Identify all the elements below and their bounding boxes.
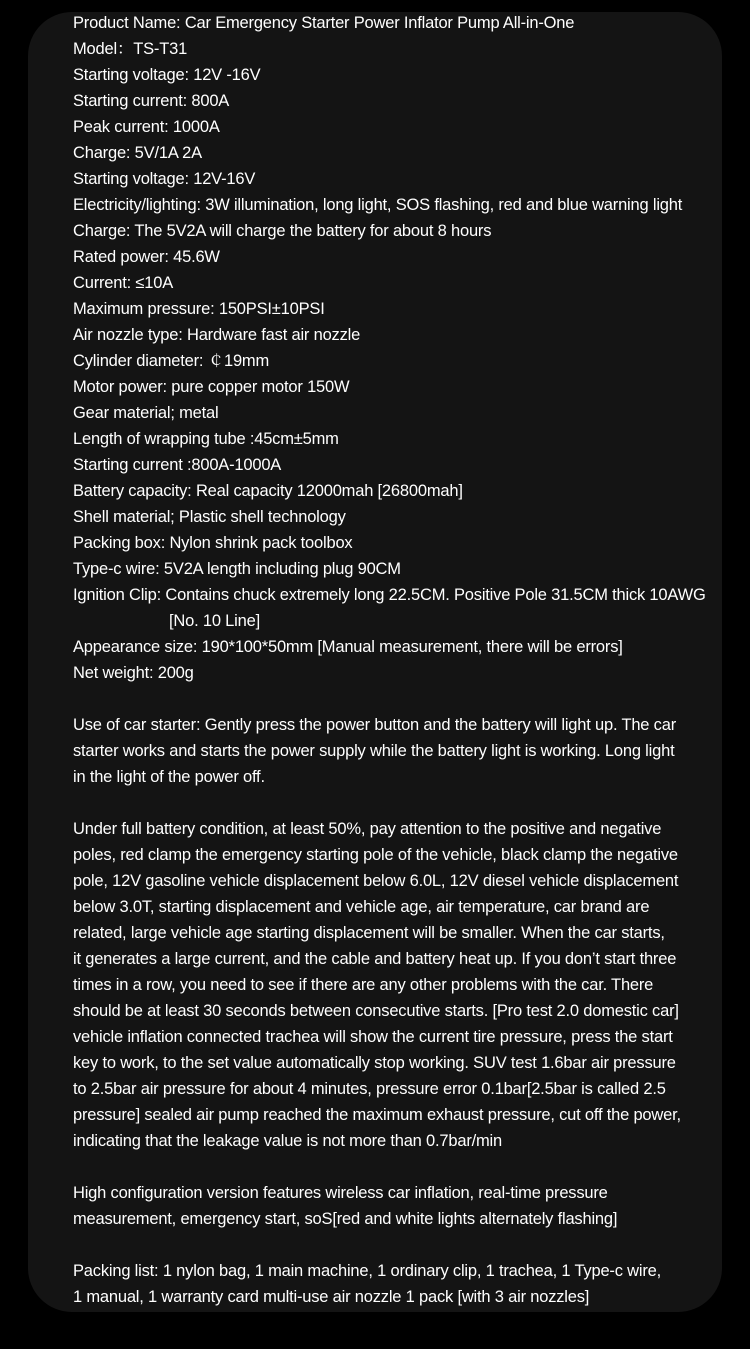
spec-list — [73, 10, 738, 686]
spacer — [73, 686, 738, 712]
spec-charge-time: Charge: The 5V2A will charge the battery for about 8 hours — [73, 222, 492, 240]
usage-line: Use of car starter: Gently press the power button and the battery will light up. The car — [73, 716, 676, 734]
spec-gear-material: Gear material; metal — [73, 404, 219, 422]
spec-packing-box: Packing box: Nylon shrink pack toolbox — [73, 534, 353, 552]
spacer — [73, 1154, 738, 1180]
packing-line: 1 manual, 1 warranty card multi-use air nozzle 1 pack [with 3 air nozzles] — [73, 1288, 590, 1306]
packing-line: Packing list: 1 nylon bag, 1 main machine, 1 ordinary clip, 1 trachea, 1 Type-c wire, — [73, 1262, 661, 1280]
spec-net-weight: Net weight: 200g — [73, 664, 194, 682]
features-line: High configuration version features wireless car inflation, real-time pressure — [73, 1184, 608, 1202]
spec-max-pressure: Maximum pressure: 150PSI±10PSI — [73, 300, 325, 318]
notes-line: pressure] sealed air pump reached the maximum exhaust pressure, cut off the power, — [73, 1106, 681, 1124]
notes-paragraph — [73, 816, 738, 1154]
spec-starting-voltage: Starting voltage: 12V -16V — [73, 66, 261, 84]
spec-starting-current: Starting current: 800A — [73, 92, 230, 110]
notes-line: Under full battery condition, at least 50%, pay attention to the positive and negative — [73, 820, 662, 838]
notes-line: poles, red clamp the emergency starting pole of the vehicle, black clamp the negative — [73, 846, 678, 864]
spacer — [73, 1232, 738, 1258]
notes-line: pole, 12V gasoline vehicle displacement below 6.0L, 12V diesel vehicle displacement — [73, 872, 679, 890]
usage-paragraph — [73, 712, 738, 790]
spec-typec-wire: Type-c wire: 5V2A length including plug 90CM — [73, 560, 401, 578]
spec-peak-current: Peak current: 1000A — [73, 118, 220, 136]
notes-line: vehicle inflation connected trachea will show the current tire pressure, press the start — [73, 1028, 673, 1046]
notes-line: indicating that the leakage value is not more than 0.7bar/min — [73, 1132, 502, 1150]
features-line: measurement, emergency start, soS[red and white lights alternately flashing] — [73, 1210, 618, 1228]
spec-shell-material: Shell material; Plastic shell technology — [73, 508, 346, 526]
notes-line: should be at least 30 seconds between consecutive starts. [Pro test 2.0 domestic car] — [73, 1002, 679, 1020]
notes-line: it generates a large current, and the cable and battery heat up. If you don’t start three — [73, 950, 677, 968]
spec-starting-voltage-2: Starting voltage: 12V-16V — [73, 170, 256, 188]
usage-line: starter works and starts the power supply while the battery light is working. Long light — [73, 742, 675, 760]
spec-rated-power: Rated power: 45.6W — [73, 248, 220, 266]
packing-paragraph — [73, 1258, 738, 1310]
spec-nozzle-type: Air nozzle type: Hardware fast air nozzle — [73, 326, 361, 344]
features-paragraph — [73, 1180, 738, 1232]
spec-battery-capacity: Battery capacity: Real capacity 12000mah [26800mah] — [73, 482, 463, 500]
notes-line: key to work, to the set value automatically stop working. SUV test 1.6bar air pressure — [73, 1054, 676, 1072]
spec-ignition-clip: Ignition Clip: Contains chuck extremely long 22.5CM. Positive Pole 31.5CM thick 10AWG — [73, 586, 706, 604]
notes-line: to 2.5bar air pressure for about 4 minutes, pressure error 0.1bar[2.5bar is called 2.5 — [73, 1080, 666, 1098]
spec-cylinder-diameter: Cylinder diameter: ￠19mm — [73, 352, 270, 370]
notes-line: below 3.0T, starting displacement and vehicle age, air temperature, car brand are — [73, 898, 650, 916]
spec-model: Model：TS-T31 — [73, 40, 188, 58]
spacer — [73, 790, 738, 816]
spec-product-name: Product Name: Car Emergency Starter Power Inflator Pump All-in-One — [73, 14, 575, 32]
spec-lighting: Electricity/lighting: 3W illumination, long light, SOS flashing, red and blue warning light — [73, 196, 683, 214]
spec-starting-current-range: Starting current :800A-1000A — [73, 456, 282, 474]
notes-line: related, large vehicle age starting displacement will be smaller. When the car starts, — [73, 924, 665, 942]
spec-current: Current: ≤10A — [73, 274, 174, 292]
usage-line: in the light of the power off. — [73, 768, 265, 786]
spec-charge: Charge: 5V/1A 2A — [73, 144, 202, 162]
spec-appearance-size: Appearance size: 190*100*50mm [Manual measurement, there will be errors] — [73, 638, 623, 656]
spec-ignition-clip-cont: [No. 10 Line] — [169, 612, 260, 630]
spec-motor-power: Motor power: pure copper motor 150W — [73, 378, 350, 396]
spec-content — [73, 10, 738, 1310]
notes-line: times in a row, you need to see if there are any other problems with the car. There — [73, 976, 654, 994]
spec-tube-length: Length of wrapping tube :45cm±5mm — [73, 430, 339, 448]
